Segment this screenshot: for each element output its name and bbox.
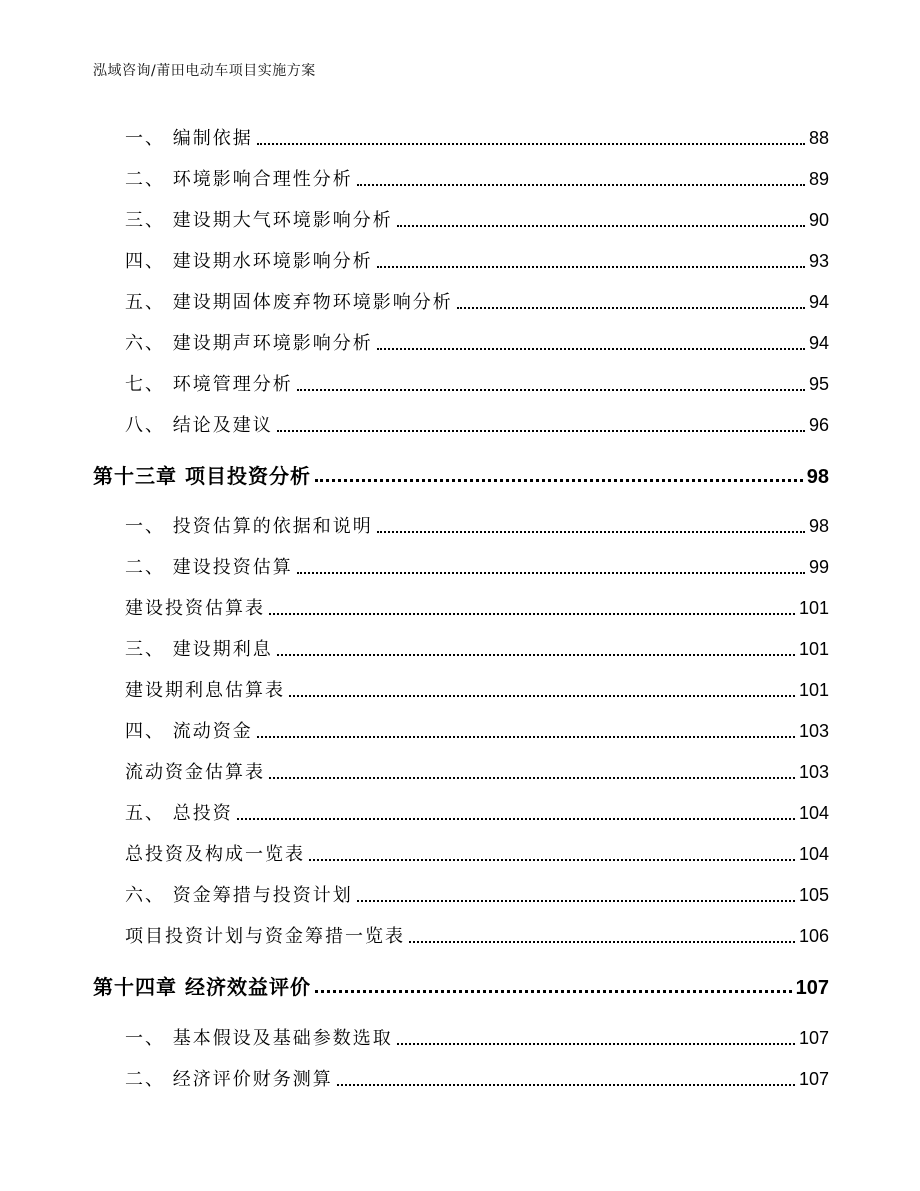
toc-entry-page: 96 [808, 415, 829, 435]
toc-entry-page: 88 [808, 128, 829, 148]
toc-entry-air-impact[interactable] [125, 206, 829, 232]
toc-entry-page: 89 [808, 169, 829, 189]
toc-leader-dots [377, 266, 805, 268]
toc-entry-title: 六、 建设期声环境影响分析 [125, 333, 373, 354]
toc-entry-financial-calculation[interactable] [125, 1065, 829, 1091]
toc-entry-investment-basis[interactable] [125, 512, 829, 538]
toc-leader-dots [397, 1043, 795, 1045]
toc-leader-dots [269, 777, 795, 779]
toc-entry-basic-assumptions[interactable] [125, 1024, 829, 1050]
toc-entry-title: 项目投资计划与资金筹措一览表 [125, 926, 405, 947]
toc-entry-page: 94 [808, 292, 829, 312]
toc-leader-dots [289, 695, 795, 697]
toc-entry-title: 五、 建设期固体废弃物环境影响分析 [125, 292, 453, 313]
toc-chapter-13[interactable] [93, 460, 829, 488]
toc-entry-total-investment-table[interactable] [125, 840, 829, 866]
toc-chapter-title: 第十三章 项目投资分析 [93, 464, 311, 488]
toc-chapter-title: 第十四章 经济效益评价 [93, 975, 311, 999]
toc-entry-page: 93 [808, 251, 829, 271]
toc-entry-construction-interest-table[interactable] [125, 676, 829, 702]
toc-entry-page: 90 [808, 210, 829, 230]
toc-entry-title: 二、 环境影响合理性分析 [125, 169, 353, 190]
toc-entry-construction-investment[interactable] [125, 553, 829, 579]
toc-entry-page: 107 [798, 1069, 829, 1089]
toc-entry-page: 99 [808, 557, 829, 577]
toc-entry-title: 三、 建设期大气环境影响分析 [125, 210, 393, 231]
toc-entry-financing-plan-table[interactable] [125, 922, 829, 948]
toc-entry-title: 七、 环境管理分析 [125, 374, 293, 395]
toc-chapter-page: 107 [795, 977, 829, 999]
toc-entry-construction-investment-table[interactable] [125, 594, 829, 620]
toc-entry-title: 二、 建设投资估算 [125, 557, 293, 578]
toc-entry-title: 流动资金估算表 [125, 762, 265, 783]
toc-entry-construction-interest[interactable] [125, 635, 829, 661]
toc-entry-solid-waste-impact[interactable] [125, 288, 829, 314]
toc-leader-dots [309, 859, 795, 861]
toc-entry-page: 104 [798, 844, 829, 864]
toc-leader-dots [357, 900, 795, 902]
toc-entry-total-investment[interactable] [125, 799, 829, 825]
toc-leader-dots [297, 389, 805, 391]
toc-entry-financing-plan[interactable] [125, 881, 829, 907]
toc-leader-dots [297, 572, 805, 574]
toc-leader-dots [277, 430, 805, 432]
toc-entry-title: 一、 投资估算的依据和说明 [125, 516, 373, 537]
toc-entry-title: 四、 流动资金 [125, 721, 253, 742]
toc-entry-conclusions[interactable] [125, 411, 829, 437]
toc-entry-title: 三、 建设期利息 [125, 639, 273, 660]
toc-leader-dots [377, 531, 805, 533]
toc-entry-compilation-basis[interactable] [125, 124, 829, 150]
toc-entry-page: 101 [798, 639, 829, 659]
toc-entry-title: 六、 资金筹措与投资计划 [125, 885, 353, 906]
toc-entry-title: 五、 总投资 [125, 803, 233, 824]
toc-entry-title: 一、 基本假设及基础参数选取 [125, 1028, 393, 1049]
toc-entry-title: 八、 结论及建议 [125, 415, 273, 436]
toc-entry-title: 二、 经济评价财务测算 [125, 1069, 333, 1090]
toc-leader-dots [315, 479, 803, 482]
toc-entry-page: 94 [808, 333, 829, 353]
toc-leader-dots [409, 941, 795, 943]
toc-leader-dots [257, 736, 795, 738]
toc-leader-dots [315, 990, 792, 993]
toc-entry-title: 建设投资估算表 [125, 598, 265, 619]
toc-entry-title: 建设期利息估算表 [125, 680, 285, 701]
toc-entry-env-management[interactable] [125, 370, 829, 396]
toc-leader-dots [257, 143, 805, 145]
toc-entry-title: 四、 建设期水环境影响分析 [125, 251, 373, 272]
toc-leader-dots [237, 818, 795, 820]
toc-entry-title: 一、 编制依据 [125, 128, 253, 149]
toc-entry-page: 103 [798, 762, 829, 782]
toc-leader-dots [397, 225, 805, 227]
toc-entry-working-capital[interactable] [125, 717, 829, 743]
toc-leader-dots [357, 184, 805, 186]
toc-leader-dots [277, 654, 795, 656]
toc-entry-page: 107 [798, 1028, 829, 1048]
toc-entry-working-capital-table[interactable] [125, 758, 829, 784]
toc-entry-page: 106 [798, 926, 829, 946]
toc-leader-dots [377, 348, 805, 350]
toc-entry-water-impact[interactable] [125, 247, 829, 273]
toc-chapter-14[interactable] [93, 971, 829, 999]
toc-leader-dots [337, 1084, 795, 1086]
toc-chapter-page: 98 [806, 466, 829, 488]
toc-entry-page: 103 [798, 721, 829, 741]
toc-entry-page: 95 [808, 374, 829, 394]
toc-entry-page: 104 [798, 803, 829, 823]
toc-leader-dots [457, 307, 805, 309]
toc-entry-page: 98 [808, 516, 829, 536]
toc-entry-noise-impact[interactable] [125, 329, 829, 355]
toc-entry-env-impact-rationality[interactable] [125, 165, 829, 191]
toc-entry-page: 105 [798, 885, 829, 905]
toc-entry-page: 101 [798, 598, 829, 618]
toc-entry-page: 101 [798, 680, 829, 700]
running-header: 泓域咨询/莆田电动车项目实施方案 [93, 63, 316, 79]
toc-entry-title: 总投资及构成一览表 [125, 844, 305, 865]
toc-leader-dots [269, 613, 795, 615]
